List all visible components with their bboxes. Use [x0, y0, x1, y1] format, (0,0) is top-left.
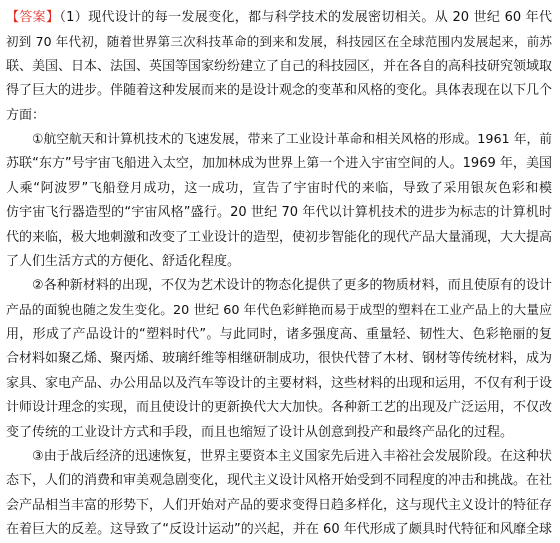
text-line-2: 初到 70 年代初，随着世界第三次科技革命的到来和发展，科技园区在全球范围内发展起来，前苏: [6, 34, 552, 50]
answer-tag: 【答案】: [6, 10, 60, 25]
text-line-6: ①航空航天和计算机技术的飞速发展，带来了工业设计革命和相关风格的形成。1961 年，前: [32, 131, 552, 147]
text-line-11: 了人们生活方式的方便化、舒适化程度。: [6, 253, 241, 269]
text-line-9: 仿宇宙飞行器造型的“宇宙风格”盛行。20 世纪 70 年代以计算机技术的进步为标志的计算机时: [6, 205, 552, 221]
text-line-13: 产品的面貌也随之发生变化。20 世纪 60 年代色彩鲜艳而易于成型的塑料在工业产品上的大量应: [6, 302, 552, 318]
text-line-3: 联、美国、日本、法国、英国等国家纷纷建立了自己的科技园区，并在各自的高科技研究领域取: [6, 58, 552, 74]
text-line-10: 代的来临，极大地刺激和改变了工业设计的造型，使初步智能化的现代产品大量涌现，大大提高: [6, 229, 552, 245]
text-line-4: 得了巨大的进步。伴随着这种发展而来的是设计观念的变革和风格的变化。具体表现在以下几个: [6, 83, 552, 99]
text-line-1: [6, 6, 552, 30]
text-line-5: 方面：: [6, 107, 46, 123]
text-line-15: 合材料如聚乙烯、聚丙烯、玻璃纤维等相继研制成功，很快代替了木材、钢材等传统材料，成为: [6, 351, 552, 367]
text-line-17: 计师设计理念的实现，而且使设计的更新换代大大加快。各种新工艺的出现及广泛运用，不仅改: [6, 400, 552, 416]
text-line-21: 会产品相当丰富的形势下，人们开始对产品的要求变得日趋多样化，这与现代主义设计的特征存: [6, 497, 552, 513]
text-line-22: 在着巨大的反差。这导致了“反设计运动”的兴起，并在 60 年代形成了颇具时代特征和风靡全球: [6, 522, 552, 538]
text-line-7: 苏联“东方”号宇宙飞船进入太空，加加林成为世界上第一个进入宇宙空间的人。1969 年，美国: [6, 156, 552, 172]
text-line-12: ②各种新材料的出现，不仅为艺术设计的物态化提供了更多的物质材料，而且使原有的设计: [32, 278, 552, 294]
text-line-1-content: （1）现代设计的每一发展变化，都与科学技术的发展密切相关。从 20 世纪 60 年代: [59, 10, 552, 25]
text-line-14: 用，形成了产品设计的“塑料时代”。与此同时，诸多强度高、重量轻、韧性大、色彩艳丽的复: [6, 327, 552, 343]
text-line-18: 变了传统的工业设计方式和手段，而且也缩短了设计从创意到投产和最终产品化的过程。: [6, 424, 514, 440]
text-line-19: ③由于战后经济的迅速恢复，世界主要资本主义国家先后进入丰裕社会发展阶段。在这种状: [32, 449, 552, 465]
text-line-8: 人乘“阿波罗”飞船登月成功，这一成功，宣告了宇宙时代的来临，导致了采用银灰色彩和模: [6, 180, 552, 196]
text-line-16: 家具、家电产品、办公用品以及汽车等设计的主要材料，这些材料的出现和运用，不仅有利于设: [6, 375, 552, 391]
text-line-20: 态下，人们的消费和审美观急剧变化，现代主义设计风格开始受到不同程度的冲击和挑战。在社: [6, 473, 552, 489]
